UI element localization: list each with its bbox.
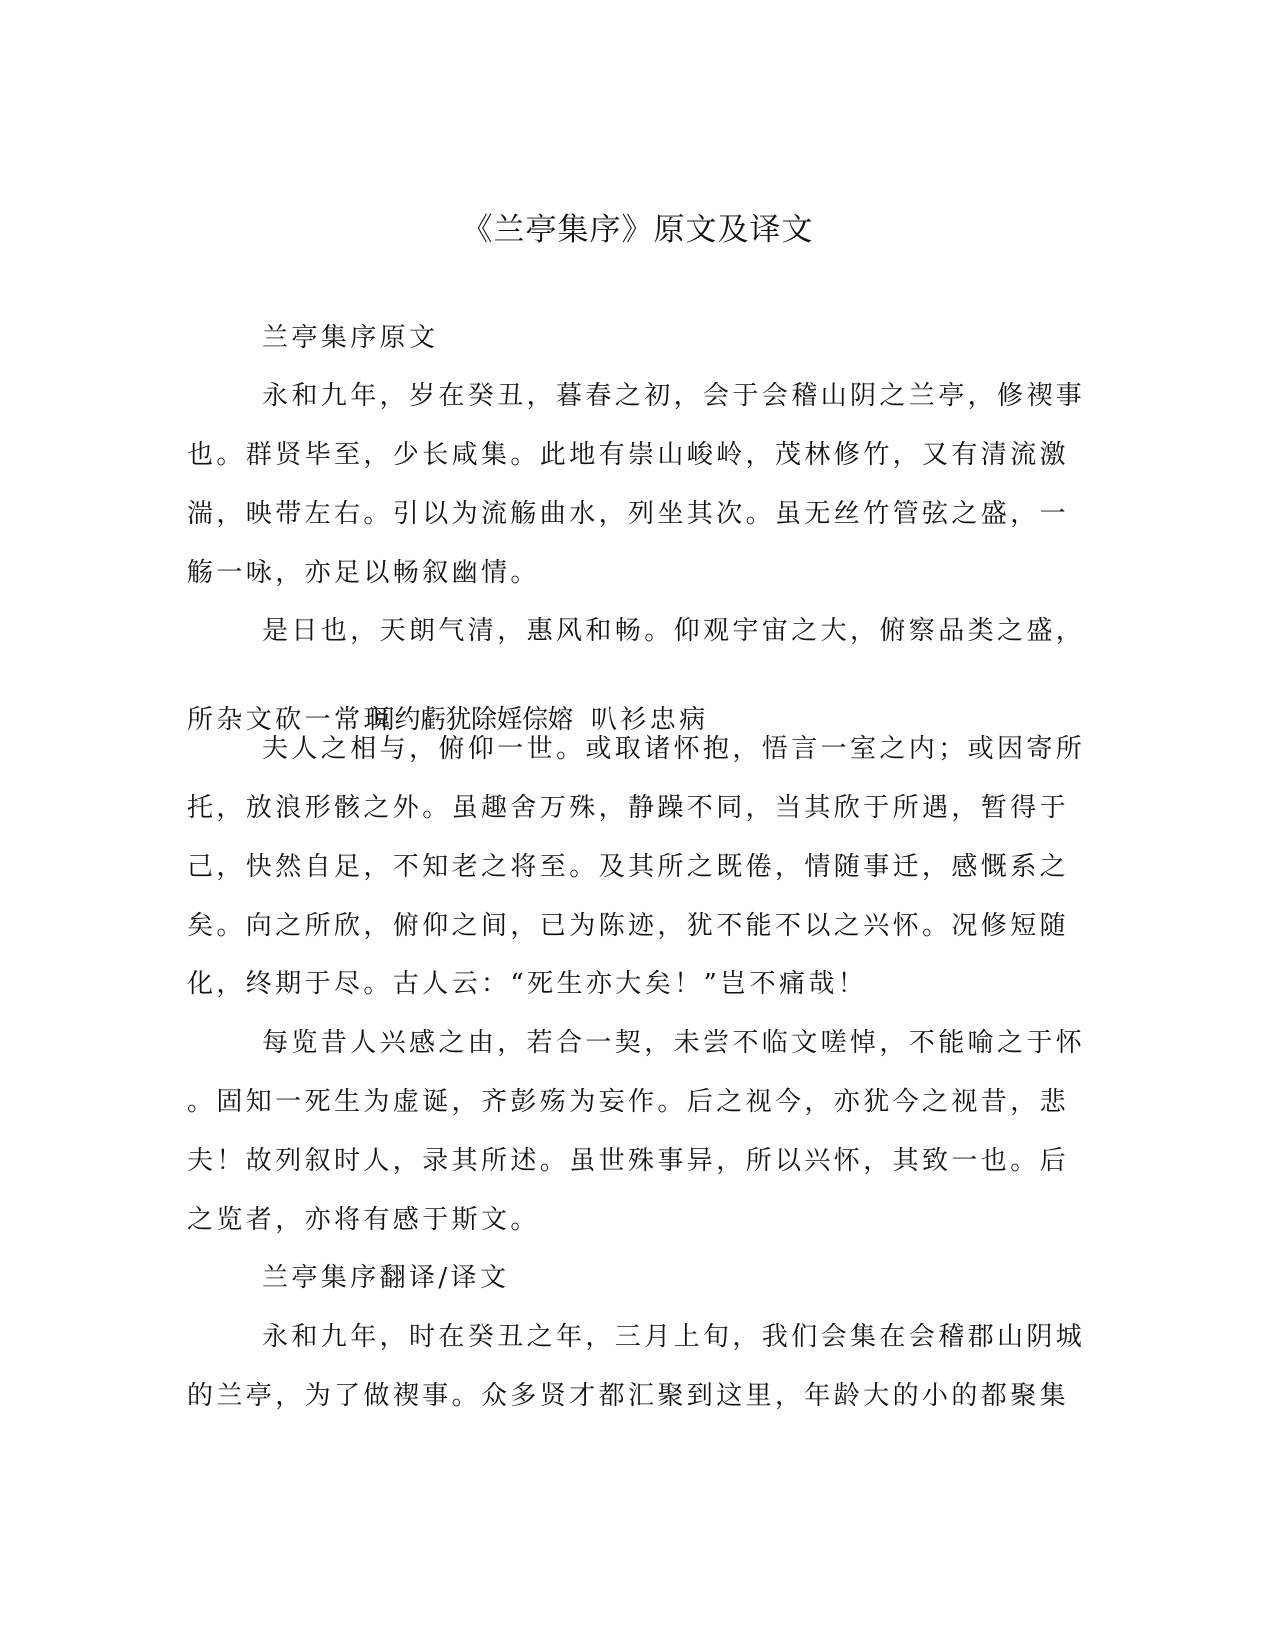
paragraph-line: 之览者，亦将有感于斯文。	[187, 1205, 540, 1235]
paragraph-line: 也。群贤毕至，少长咸集。此地有崇山峻岭，茂林修竹，又有清流激	[187, 440, 1070, 470]
paragraph-line: 夫！故列叙时人，录其所述。虽世殊事异，所以兴怀，其致一也。后	[187, 1146, 1070, 1176]
section-heading-translation: 兰亭集序翻译/译文	[262, 1263, 510, 1293]
document-title: 《兰亭集序》原文及译文	[461, 212, 814, 248]
paragraph-line: 夫人之相与，俯仰一世。或取诸怀抱，悟言一室之内；或因寄所	[262, 734, 1086, 764]
paragraph-line: 觞一咏，亦足以畅叙幽情。	[187, 558, 540, 588]
paragraph-line: 。固知一死生为虚诞，齐彭殇为妄作。后之视今，亦犹今之视昔，悲	[187, 1087, 1070, 1117]
section-heading-original: 兰亭集序原文	[262, 323, 439, 353]
overlapping-text-layer: 叭衫忠病	[591, 705, 709, 735]
overlapping-text-layer: 所杂文砍一常珥	[187, 705, 393, 735]
paragraph-line: 永和九年，岁在癸丑，暮春之初，会于会稽山阴之兰亭，修禊事	[262, 381, 1086, 411]
paragraph-line: 托，放浪形骸之外。虽趣舍万殊，静躁不同，当其欣于所遇，暂得于	[187, 793, 1070, 823]
paragraph-line: 湍，映带左右。引以为流觞曲水，列坐其次。虽无丝竹管弦之盛，一	[187, 499, 1070, 529]
paragraph-line: 己，快然自足，不知老之将至。及其所之既倦，情随事迁，感慨系之	[187, 852, 1070, 882]
paragraph-line: 每览昔人兴感之由，若合一契，未尝不临文嗟悼，不能喻之于怀	[262, 1028, 1086, 1058]
paragraph-line: 永和九年，时在癸丑之年，三月上旬，我们会集在会稽郡山阴城	[262, 1322, 1086, 1352]
paragraph-line: 化，终期于尽。古人云：“死生亦大矣！”岂不痛哉！	[187, 969, 868, 999]
paragraph-line: 是日也，天朗气清，惠风和畅。仰观宇宙之大，俯察品类之盛，	[262, 616, 1086, 646]
paragraph-line: 矣。向之所欣，俯仰之间，已为陈迹，犹不能不以之兴怀。况修短随	[187, 911, 1070, 941]
paragraph-line: 的兰亭，为了做禊事。众多贤才都汇聚到这里，年龄大的小的都聚集	[187, 1381, 1070, 1411]
overlapping-text-layer: 阅约虧犹除婬倧嫆	[369, 705, 574, 735]
